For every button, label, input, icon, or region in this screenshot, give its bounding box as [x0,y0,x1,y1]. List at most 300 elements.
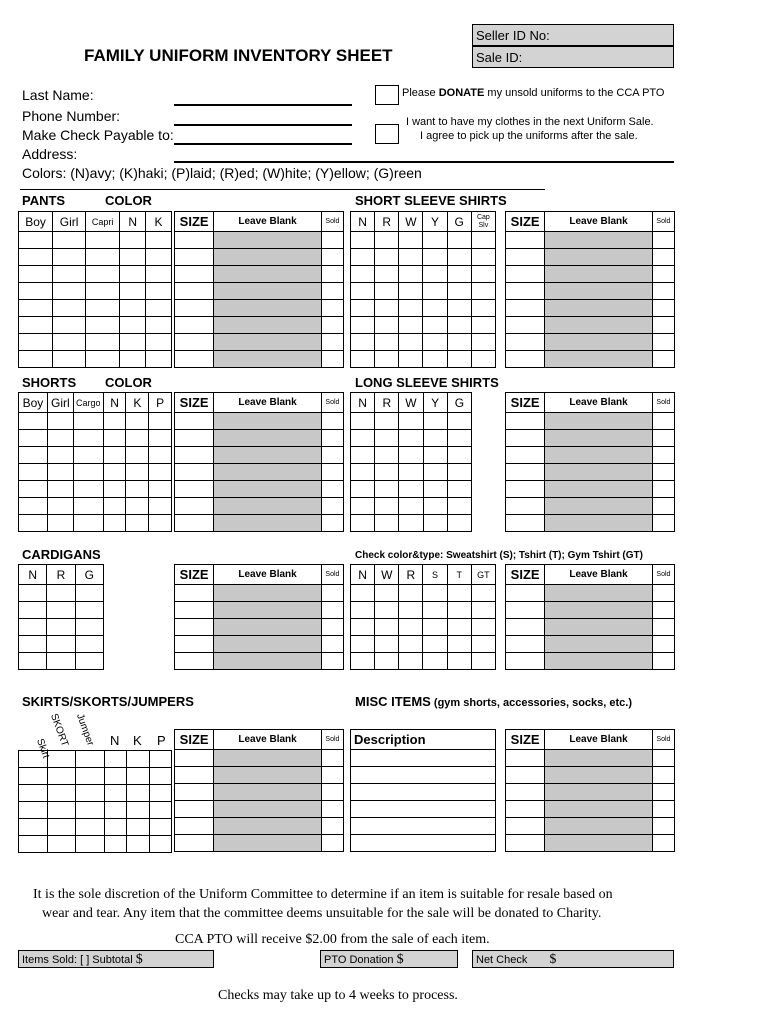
seller-id-field[interactable] [472,24,674,46]
form-cell[interactable] [506,413,545,430]
form-cell[interactable] [214,784,322,801]
form-cell[interactable] [103,481,126,498]
form-cell[interactable] [351,801,496,818]
form-cell[interactable] [53,300,86,317]
form-cell[interactable] [399,334,423,351]
form-cell[interactable] [399,232,423,249]
form-cell[interactable] [214,413,322,430]
form-cell[interactable] [321,430,343,447]
form-cell[interactable] [47,819,76,836]
form-cell[interactable] [175,835,214,852]
form-cell[interactable] [126,447,149,464]
form-cell[interactable] [375,498,399,515]
form-cell[interactable] [214,464,322,481]
form-cell[interactable] [146,232,172,249]
form-cell[interactable] [126,481,149,498]
form-cell[interactable] [506,232,545,249]
form-cell[interactable] [545,447,653,464]
form-cell[interactable] [321,464,343,481]
form-cell[interactable] [321,653,343,670]
form-cell[interactable] [506,515,545,532]
form-cell[interactable] [375,317,399,334]
form-cell[interactable] [19,447,48,464]
form-cell[interactable] [47,751,76,768]
net-check-field[interactable]: Net Check $ [472,950,674,968]
form-cell[interactable] [127,802,149,819]
form-cell[interactable] [447,653,471,670]
form-cell[interactable] [47,515,73,532]
form-cell[interactable] [321,767,343,784]
form-cell[interactable] [652,464,674,481]
form-cell[interactable] [321,784,343,801]
form-cell[interactable] [127,785,149,802]
form-cell[interactable] [423,636,447,653]
form-cell[interactable] [321,447,343,464]
form-cell[interactable] [375,249,399,266]
form-cell[interactable] [214,266,322,283]
form-cell[interactable] [471,619,495,636]
form-cell[interactable] [652,266,674,283]
form-cell[interactable] [75,585,103,602]
form-cell[interactable] [351,430,375,447]
form-cell[interactable] [19,602,47,619]
form-cell[interactable] [149,819,171,836]
form-cell[interactable] [73,430,103,447]
form-cell[interactable] [506,266,545,283]
form-cell[interactable] [214,750,322,767]
form-cell[interactable] [321,835,343,852]
form-cell[interactable] [146,266,172,283]
form-cell[interactable] [423,283,447,300]
form-cell[interactable] [19,785,48,802]
form-cell[interactable] [545,498,653,515]
next-sale-checkbox[interactable] [375,124,399,144]
form-cell[interactable] [47,785,76,802]
form-cell[interactable] [146,283,172,300]
form-cell[interactable] [19,481,48,498]
form-cell[interactable] [149,785,171,802]
form-cell[interactable] [375,464,399,481]
form-cell[interactable] [545,835,653,852]
form-cell[interactable] [351,818,496,835]
form-cell[interactable] [506,447,545,464]
form-cell[interactable] [149,768,171,785]
phone-line[interactable] [174,124,352,126]
form-cell[interactable] [545,801,653,818]
form-cell[interactable] [175,351,214,368]
form-cell[interactable] [149,430,172,447]
form-cell[interactable] [149,751,171,768]
form-cell[interactable] [321,300,343,317]
form-cell[interactable] [652,447,674,464]
form-cell[interactable] [175,636,214,653]
form-cell[interactable] [447,249,471,266]
form-cell[interactable] [321,602,343,619]
form-cell[interactable] [375,351,399,368]
form-cell[interactable] [447,232,471,249]
form-cell[interactable] [351,413,375,430]
form-cell[interactable] [471,300,495,317]
form-cell[interactable] [127,819,149,836]
form-cell[interactable] [399,602,423,619]
form-cell[interactable] [175,515,214,532]
form-cell[interactable] [375,447,399,464]
form-cell[interactable] [321,801,343,818]
form-cell[interactable] [214,767,322,784]
form-cell[interactable] [76,802,105,819]
form-cell[interactable] [652,351,674,368]
form-cell[interactable] [447,585,471,602]
form-cell[interactable] [447,317,471,334]
form-cell[interactable] [351,784,496,801]
form-cell[interactable] [127,836,149,853]
form-cell[interactable] [175,585,214,602]
form-cell[interactable] [545,818,653,835]
form-cell[interactable] [506,464,545,481]
form-cell[interactable] [447,334,471,351]
form-cell[interactable] [214,636,322,653]
form-cell[interactable] [19,249,53,266]
form-cell[interactable] [175,447,214,464]
form-cell[interactable] [146,317,172,334]
form-cell[interactable] [175,317,214,334]
form-cell[interactable] [19,768,48,785]
form-cell[interactable] [86,351,120,368]
form-cell[interactable] [19,430,48,447]
form-cell[interactable] [399,515,423,532]
form-cell[interactable] [399,300,423,317]
form-cell[interactable] [375,430,399,447]
form-cell[interactable] [545,249,653,266]
form-cell[interactable] [652,818,674,835]
form-cell[interactable] [86,300,120,317]
form-cell[interactable] [375,619,399,636]
form-cell[interactable] [120,300,146,317]
form-cell[interactable] [471,266,495,283]
form-cell[interactable] [506,750,545,767]
form-cell[interactable] [351,636,375,653]
form-cell[interactable] [506,619,545,636]
form-cell[interactable] [321,351,343,368]
form-cell[interactable] [545,585,653,602]
form-cell[interactable] [399,249,423,266]
form-cell[interactable] [423,430,447,447]
form-cell[interactable] [423,300,447,317]
form-cell[interactable] [423,317,447,334]
form-cell[interactable] [399,351,423,368]
form-cell[interactable] [104,802,126,819]
form-cell[interactable] [19,498,48,515]
form-cell[interactable] [47,602,75,619]
form-cell[interactable] [399,283,423,300]
form-cell[interactable] [506,653,545,670]
form-cell[interactable] [175,232,214,249]
form-cell[interactable] [175,464,214,481]
form-cell[interactable] [652,619,674,636]
form-cell[interactable] [471,317,495,334]
form-cell[interactable] [652,498,674,515]
form-cell[interactable] [506,636,545,653]
form-cell[interactable] [146,351,172,368]
form-cell[interactable] [375,232,399,249]
form-cell[interactable] [146,249,172,266]
form-cell[interactable] [47,653,75,670]
form-cell[interactable] [506,334,545,351]
form-cell[interactable] [47,802,76,819]
form-cell[interactable] [47,636,75,653]
form-cell[interactable] [175,653,214,670]
form-cell[interactable] [506,818,545,835]
form-cell[interactable] [423,413,447,430]
form-cell[interactable] [652,249,674,266]
form-cell[interactable] [652,283,674,300]
form-cell[interactable] [351,481,375,498]
form-cell[interactable] [104,751,126,768]
form-cell[interactable] [47,768,76,785]
form-cell[interactable] [423,498,447,515]
form-cell[interactable] [126,498,149,515]
form-cell[interactable] [76,751,105,768]
form-cell[interactable] [375,413,399,430]
form-cell[interactable] [149,836,171,853]
form-cell[interactable] [149,447,172,464]
form-cell[interactable] [545,784,653,801]
form-cell[interactable] [175,602,214,619]
form-cell[interactable] [351,447,375,464]
sale-id-field[interactable] [472,46,674,68]
form-cell[interactable] [506,602,545,619]
form-cell[interactable] [545,481,653,498]
form-cell[interactable] [652,232,674,249]
form-cell[interactable] [104,768,126,785]
form-cell[interactable] [175,801,214,818]
form-cell[interactable] [652,430,674,447]
form-cell[interactable] [545,602,653,619]
form-cell[interactable] [351,602,375,619]
form-cell[interactable] [175,413,214,430]
form-cell[interactable] [175,818,214,835]
form-cell[interactable] [652,481,674,498]
form-cell[interactable] [214,585,322,602]
form-cell[interactable] [19,317,53,334]
form-cell[interactable] [423,447,447,464]
form-cell[interactable] [214,818,322,835]
form-cell[interactable] [423,351,447,368]
form-cell[interactable] [375,334,399,351]
form-cell[interactable] [53,283,86,300]
form-cell[interactable] [506,784,545,801]
form-cell[interactable] [423,464,447,481]
form-cell[interactable] [53,232,86,249]
form-cell[interactable] [652,750,674,767]
form-cell[interactable] [506,498,545,515]
form-cell[interactable] [127,751,149,768]
form-cell[interactable] [214,430,322,447]
form-cell[interactable] [321,266,343,283]
form-cell[interactable] [447,413,471,430]
form-cell[interactable] [120,283,146,300]
form-cell[interactable] [104,819,126,836]
form-cell[interactable] [86,317,120,334]
form-cell[interactable] [175,249,214,266]
form-cell[interactable] [149,802,171,819]
form-cell[interactable] [47,619,75,636]
form-cell[interactable] [545,653,653,670]
form-cell[interactable] [321,636,343,653]
form-cell[interactable] [214,334,322,351]
form-cell[interactable] [351,515,375,532]
form-cell[interactable] [423,232,447,249]
form-cell[interactable] [545,232,653,249]
form-cell[interactable] [321,317,343,334]
form-cell[interactable] [19,283,53,300]
form-cell[interactable] [47,585,75,602]
form-cell[interactable] [126,515,149,532]
form-cell[interactable] [175,767,214,784]
form-cell[interactable] [214,317,322,334]
form-cell[interactable] [506,300,545,317]
form-cell[interactable] [120,232,146,249]
form-cell[interactable] [545,334,653,351]
form-cell[interactable] [76,785,105,802]
form-cell[interactable] [175,266,214,283]
form-cell[interactable] [351,317,375,334]
form-cell[interactable] [447,602,471,619]
form-cell[interactable] [19,619,47,636]
form-cell[interactable] [471,602,495,619]
form-cell[interactable] [545,317,653,334]
form-cell[interactable] [545,266,653,283]
form-cell[interactable] [73,498,103,515]
form-cell[interactable] [175,481,214,498]
form-cell[interactable] [351,249,375,266]
form-cell[interactable] [214,481,322,498]
form-cell[interactable] [73,447,103,464]
form-cell[interactable] [127,768,149,785]
form-cell[interactable] [175,430,214,447]
form-cell[interactable] [73,413,103,430]
form-cell[interactable] [399,317,423,334]
form-cell[interactable] [471,585,495,602]
form-cell[interactable] [214,515,322,532]
form-cell[interactable] [506,283,545,300]
form-cell[interactable] [447,464,471,481]
form-cell[interactable] [652,602,674,619]
form-cell[interactable] [86,249,120,266]
form-cell[interactable] [86,283,120,300]
form-cell[interactable] [652,653,674,670]
form-cell[interactable] [321,232,343,249]
form-cell[interactable] [73,464,103,481]
form-cell[interactable] [423,334,447,351]
form-cell[interactable] [47,430,73,447]
form-cell[interactable] [545,430,653,447]
form-cell[interactable] [19,802,48,819]
form-cell[interactable] [86,232,120,249]
form-cell[interactable] [423,602,447,619]
form-cell[interactable] [652,784,674,801]
form-cell[interactable] [149,498,172,515]
form-cell[interactable] [423,653,447,670]
form-cell[interactable] [545,464,653,481]
form-cell[interactable] [214,283,322,300]
form-cell[interactable] [545,750,653,767]
form-cell[interactable] [76,768,105,785]
form-cell[interactable] [149,413,172,430]
form-cell[interactable] [175,750,214,767]
form-cell[interactable] [471,249,495,266]
address-line[interactable] [174,161,674,163]
form-cell[interactable] [19,334,53,351]
form-cell[interactable] [19,300,53,317]
form-cell[interactable] [76,819,105,836]
form-cell[interactable] [506,835,545,852]
form-cell[interactable] [447,283,471,300]
form-cell[interactable] [149,464,172,481]
form-cell[interactable] [399,447,423,464]
form-cell[interactable] [75,653,103,670]
form-cell[interactable] [146,300,172,317]
form-cell[interactable] [47,481,73,498]
form-cell[interactable] [652,835,674,852]
form-cell[interactable] [175,498,214,515]
form-cell[interactable] [399,464,423,481]
form-cell[interactable] [471,636,495,653]
form-cell[interactable] [423,481,447,498]
form-cell[interactable] [423,585,447,602]
form-cell[interactable] [471,232,495,249]
check-payable-line[interactable] [174,143,352,145]
form-cell[interactable] [471,351,495,368]
form-cell[interactable] [545,767,653,784]
form-cell[interactable] [47,413,73,430]
form-cell[interactable] [399,585,423,602]
form-cell[interactable] [175,784,214,801]
form-cell[interactable] [321,515,343,532]
form-cell[interactable] [321,498,343,515]
form-cell[interactable] [399,636,423,653]
form-cell[interactable] [351,300,375,317]
form-cell[interactable] [351,266,375,283]
form-cell[interactable] [545,300,653,317]
form-cell[interactable] [126,430,149,447]
form-cell[interactable] [214,619,322,636]
form-cell[interactable] [351,653,375,670]
form-cell[interactable] [214,351,322,368]
form-cell[interactable] [351,232,375,249]
form-cell[interactable] [47,447,73,464]
form-cell[interactable] [375,585,399,602]
form-cell[interactable] [652,515,674,532]
form-cell[interactable] [321,818,343,835]
form-cell[interactable] [214,835,322,852]
form-cell[interactable] [399,498,423,515]
form-cell[interactable] [351,334,375,351]
form-cell[interactable] [447,498,471,515]
form-cell[interactable] [321,413,343,430]
last-name-line[interactable] [174,104,352,106]
form-cell[interactable] [47,464,73,481]
form-cell[interactable] [652,334,674,351]
form-cell[interactable] [321,585,343,602]
form-cell[interactable] [375,653,399,670]
form-cell[interactable] [19,464,48,481]
form-cell[interactable] [375,481,399,498]
form-cell[interactable] [76,836,105,853]
form-cell[interactable] [351,750,496,767]
donate-checkbox[interactable] [375,85,399,105]
form-cell[interactable] [214,232,322,249]
